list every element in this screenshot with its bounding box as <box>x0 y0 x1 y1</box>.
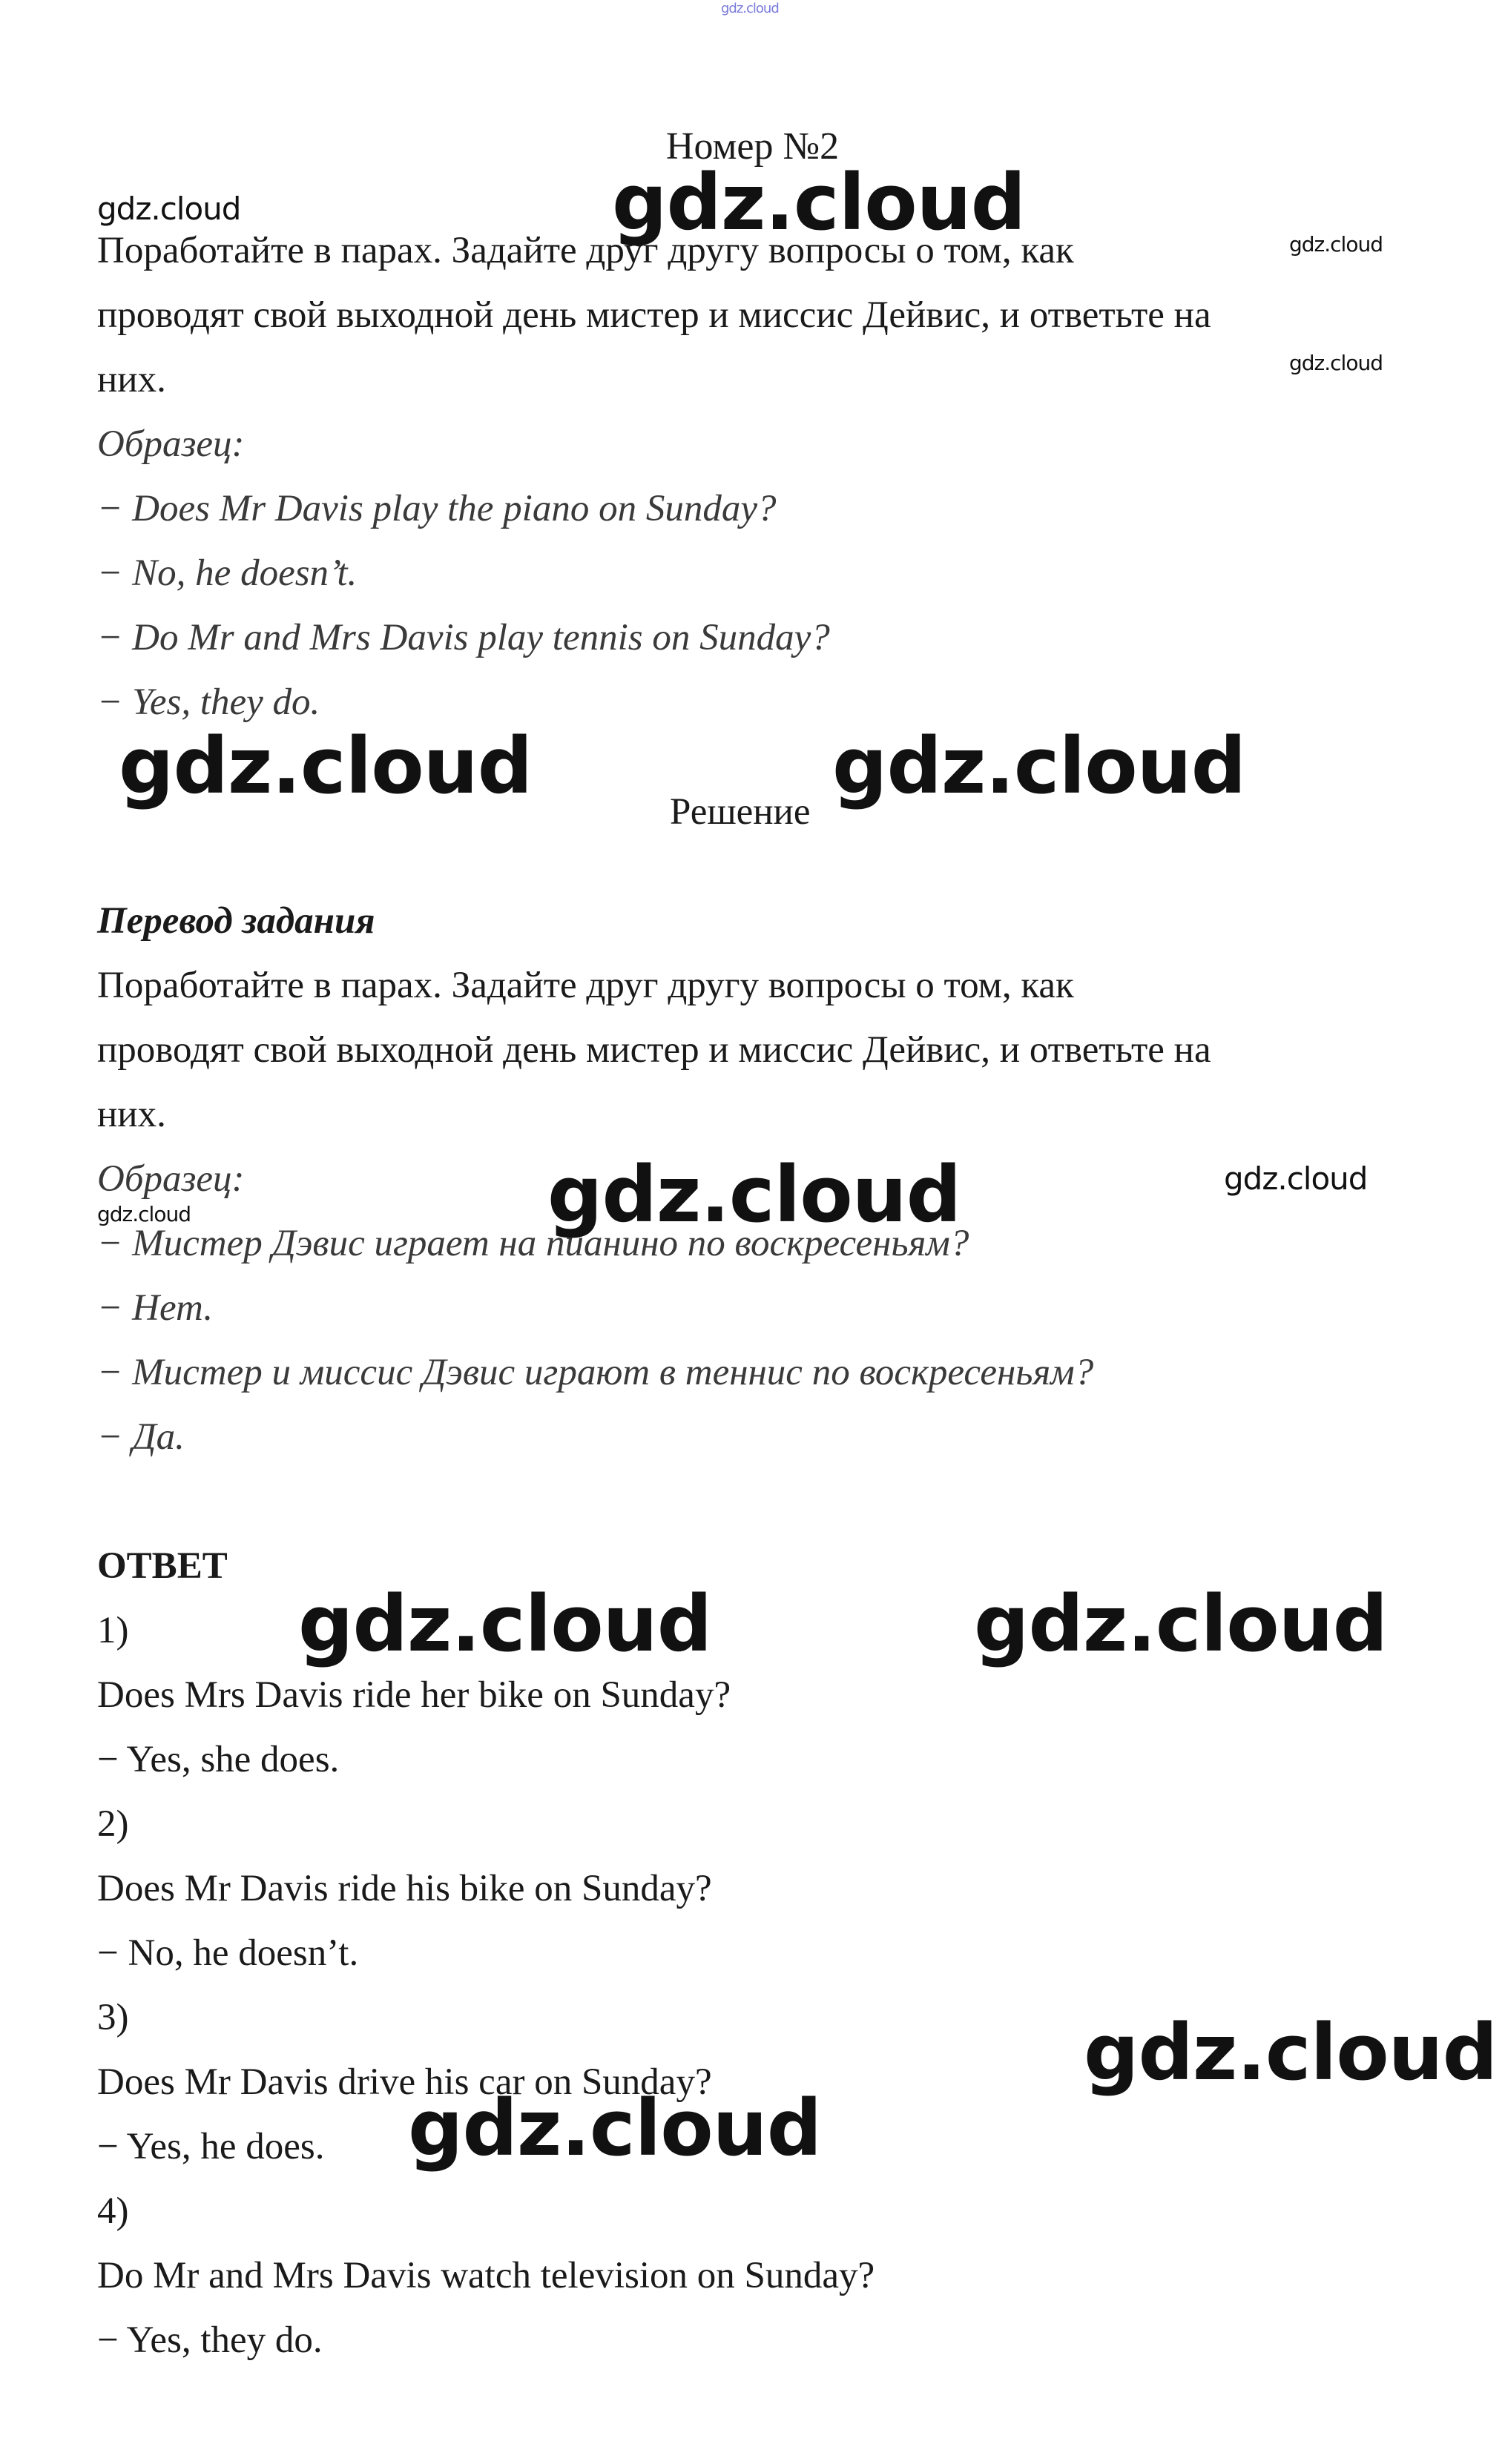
watermark: gdz.cloud <box>298 1579 712 1669</box>
translation-sample-label: Образец: <box>97 1158 245 1200</box>
translation-sample-line: − Да. <box>97 1416 185 1458</box>
translation-sample-line: − Мистер Дэвис играет на пианино по воскресеньям? <box>97 1223 969 1264</box>
watermark: gdz.cloud <box>97 1202 191 1226</box>
answer-question: Does Mr Davis ride his bike on Sunday? <box>97 1868 712 1909</box>
watermark: gdz.cloud <box>974 1579 1388 1669</box>
answer-reply: − No, he doesn’t. <box>97 1932 359 1974</box>
task-line: них. <box>97 359 166 400</box>
translation-heading: Перевод задания <box>97 900 375 942</box>
answer-reply: − Yes, he does. <box>97 2126 325 2167</box>
watermark: gdz.cloud <box>119 721 533 811</box>
page-title: Номер №2 <box>665 125 840 168</box>
translation-line: Поработайте в парах. Задайте друг другу вопросы о том, как <box>97 965 1074 1006</box>
watermark: gdz.cloud <box>97 191 241 227</box>
sample-line: − Do Mr and Mrs Davis play tennis on Sunday? <box>97 617 830 658</box>
answer-number: 3) <box>97 1997 129 2038</box>
watermark: gdz.cloud <box>1289 351 1383 375</box>
watermark: gdz.cloud <box>547 1149 961 1240</box>
sample-line: − Yes, they do. <box>97 681 320 723</box>
answer-question: Does Mr Davis drive his car on Sunday? <box>97 2061 712 2103</box>
watermark: gdz.cloud <box>832 721 1246 811</box>
translation-line: проводят свой выходной день мистер и миссис Дейвис, и ответьте на <box>97 1029 1211 1071</box>
translation-sample-line: − Мистер и миссис Дэвис играют в теннис по воскресеньям? <box>97 1352 1094 1393</box>
watermark: gdz.cloud <box>1224 1160 1368 1197</box>
translation-line: них. <box>97 1094 166 1135</box>
watermark-top: gdz.cloud <box>721 1 779 16</box>
answer-question: Do Mr and Mrs Davis watch television on Sunday? <box>97 2255 875 2296</box>
sample-label: Образец: <box>97 423 245 465</box>
answer-reply: − Yes, she does. <box>97 1739 340 1780</box>
answer-heading: ОТВЕТ <box>97 1545 228 1587</box>
watermark: gdz.cloud <box>408 2083 822 2173</box>
answer-number: 2) <box>97 1803 129 1845</box>
answer-number: 4) <box>97 2190 129 2232</box>
task-line: проводят свой выходной день мистер и миссис Дейвис, и ответьте на <box>97 294 1211 336</box>
sample-line: − No, he doesn’t. <box>97 552 358 594</box>
answer-reply: − Yes, they do. <box>97 2319 323 2361</box>
watermark: gdz.cloud <box>612 157 1026 248</box>
answer-number: 1) <box>97 1610 129 1651</box>
translation-sample-line: − Нет. <box>97 1287 214 1329</box>
watermark: gdz.cloud <box>1289 232 1383 257</box>
answer-question: Does Mrs Davis ride her bike on Sunday? <box>97 1674 731 1716</box>
solution-label: Решение <box>670 791 811 833</box>
watermark: gdz.cloud <box>1084 2007 1498 2098</box>
sample-line: − Does Mr Davis play the piano on Sunday? <box>97 488 777 529</box>
task-line: Поработайте в парах. Задайте друг другу вопросы о том, как <box>97 230 1074 271</box>
